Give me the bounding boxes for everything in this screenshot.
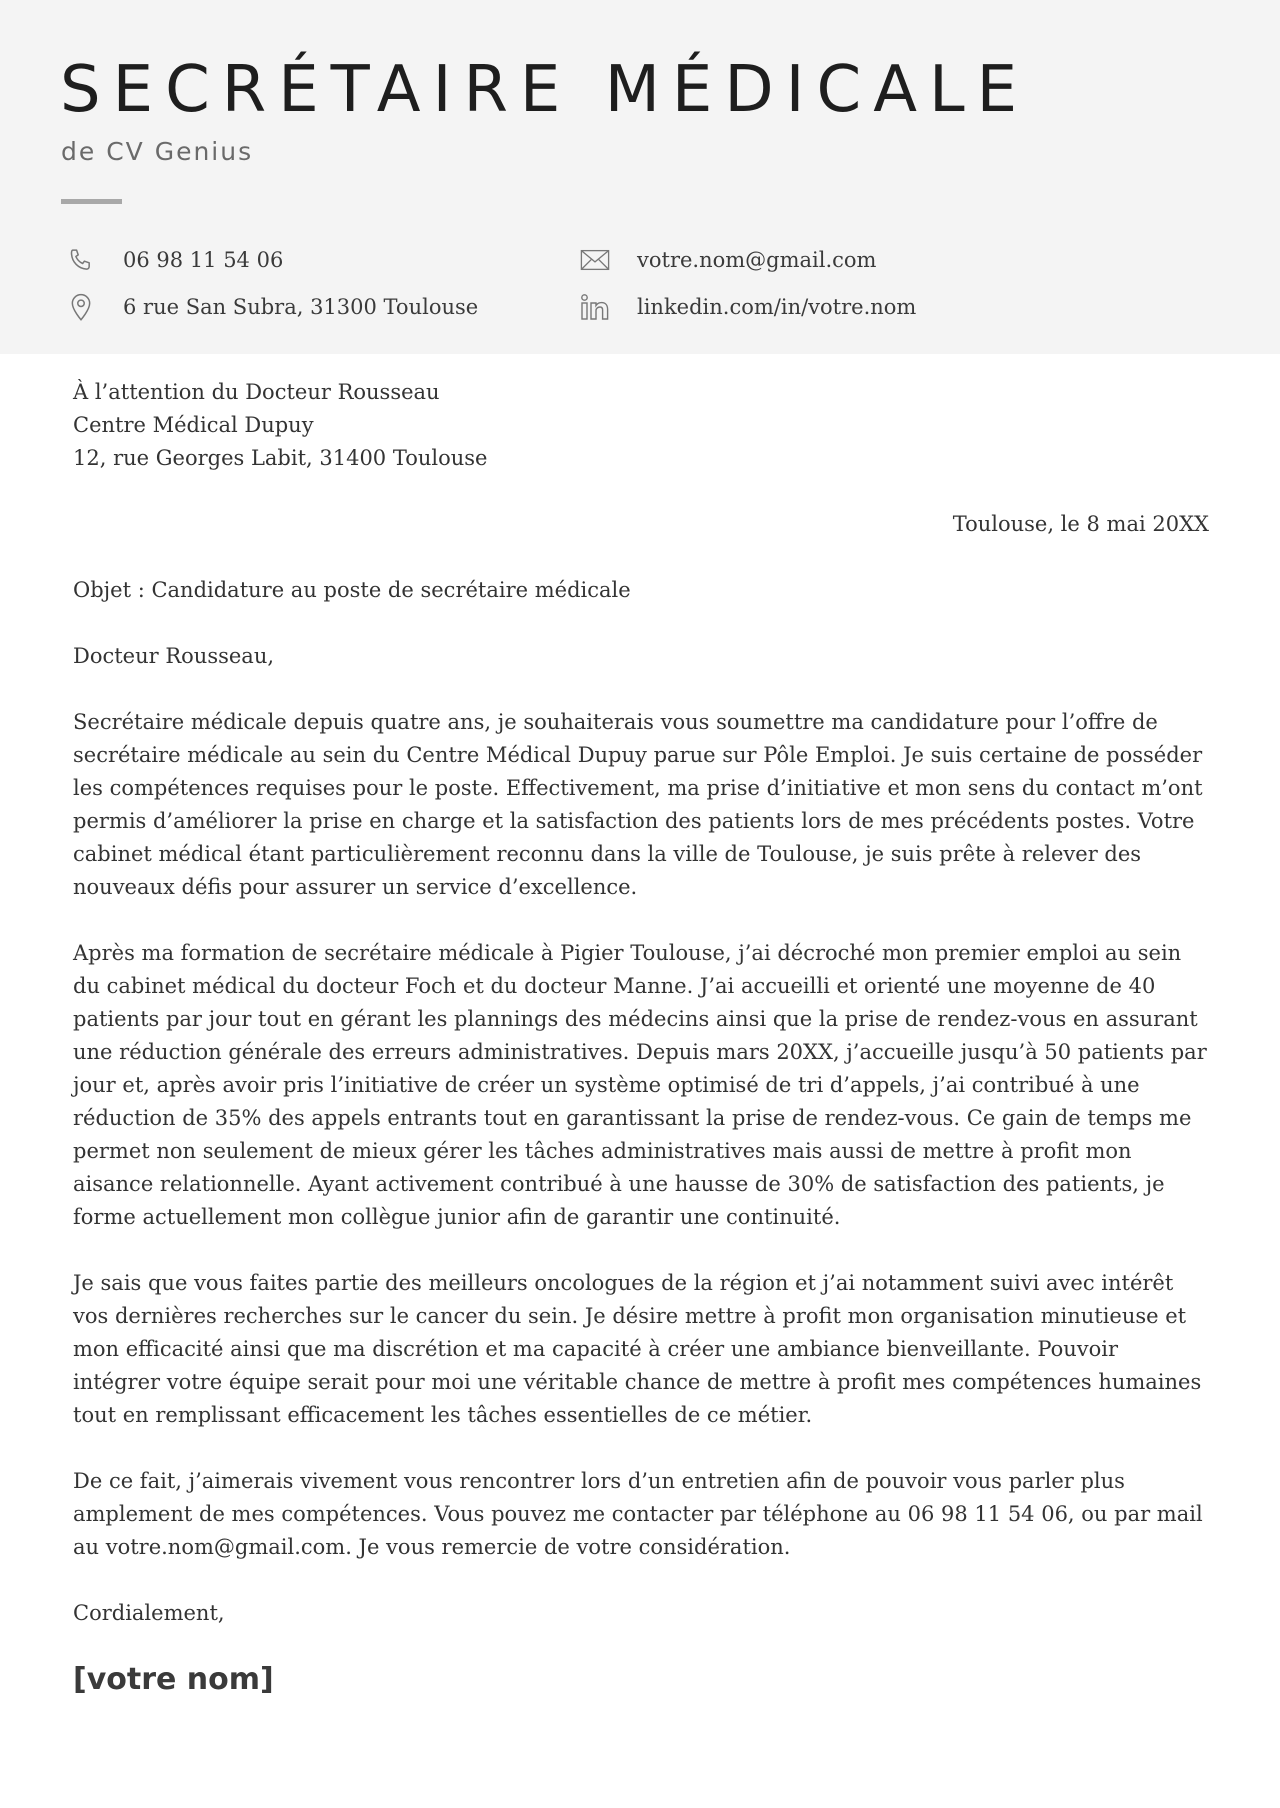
header-banner: [0, 0, 1280, 354]
linkedin-icon: [580, 292, 610, 322]
phone-icon: [66, 245, 96, 275]
contact-email: [580, 245, 876, 275]
envelope-icon: [580, 245, 610, 275]
contact-linkedin: [580, 292, 916, 322]
letter-paragraph: Secrétaire médicale depuis quatre ans, je souhaiterais vous soumettre ma candidature pour l’offre de secrétaire médicale au sein du Centre Médical Dupuy parue sur Pôle Emploi. Je suis certaine de posséder les compétences requises pour le poste. Effectivement, ma prise d’initiative et mon sens du contact m’ont permis d’améliorer la prise en charge et la satisfaction des patients lors de mes précédents postes. Votre cabinet médical étant particulièrement reconnu dans la ville de Toulouse, je suis prête à relever des nouveaux défis pour assurer un service d’excellence.: [73, 710, 1203, 899]
title-divider: [61, 199, 122, 204]
letter-salutation: Docteur Rousseau,: [73, 644, 275, 668]
letter-body: [73, 376, 1209, 1700]
recipient-block: [73, 376, 1209, 475]
letter-paragraph: Après ma formation de secrétaire médicale à Pigier Toulouse, j’ai décroché mon premier emploi au sein du cabinet médical du docteur Foch et du docteur Manne. J’ai accueilli et orienté une moyenne de 40 patients par jour tout en gérant les plannings des médecins ainsi que la prise de rendez-vous en assurant une réduction générale des erreurs administratives. Depuis mars 20XX, j’accueille jusqu’à 50 patients par jour et, après avoir pris l’initiative de créer un système optimisé de tri d’appels, j’ai contribué à une réduction de 35% des appels entrants tout en garantissant la prise de rendez-vous. Ce gain de temps me permet non seulement de mieux gérer les tâches administratives mais aussi de mettre à profit mon aisance relationnelle. Ayant activement contribué à une hausse de 30% de satisfaction des patients, je forme actuellement mon collègue junior afin de garantir une continuité.: [73, 941, 1207, 1229]
recipient-line: 12, rue Georges Labit, 31400 Toulouse: [73, 446, 488, 470]
letter-date: Toulouse, le 8 mai 20XX: [952, 512, 1209, 536]
page-subtitle: de CV Genius: [61, 137, 254, 166]
page-title: SECRÉTAIRE MÉDICALE: [60, 53, 1030, 127]
letter-closing: Cordialement,: [73, 1601, 225, 1625]
location-pin-icon: [66, 292, 96, 322]
linkedin-text: linkedin.com/in/votre.nom: [637, 295, 917, 319]
contact-phone: [66, 245, 283, 275]
signature-name: [votre nom]: [73, 1662, 274, 1697]
letter-paragraph: Je sais que vous faites partie des meilleurs oncologues de la région et j’ai notamment suivi avec intérêt vos dernières recherches sur le cancer du sein. Je désire mettre à profit mon organisation minutieuse et mon efficacité ainsi que ma discrétion et ma capacité à créer une ambiance bienveillante. Pouvoir intégrer votre équipe serait pour moi une véritable chance de mettre à profit mes compétences humaines tout en remplissant efficacement les tâches essentielles de ce métier.: [73, 1271, 1202, 1427]
letter-object: Objet : Candidature au poste de secrétaire médicale: [73, 578, 631, 602]
phone-text: 06 98 11 54 06: [123, 248, 284, 272]
letter-paragraph: De ce fait, j’aimerais vivement vous rencontrer lors d’un entretien afin de pouvoir vous parler plus amplement de mes compétences. Vous pouvez me contacter par téléphone au 06 98 11 54 06, ou par mail au votre.nom@gmail.com. Je vous remercie de votre considération.: [73, 1469, 1203, 1559]
contact-address: [66, 292, 478, 322]
address-text: 6 rue San Subra, 31300 Toulouse: [123, 295, 479, 319]
recipient-line: Centre Médical Dupuy: [73, 413, 314, 437]
email-text: votre.nom@gmail.com: [637, 248, 877, 272]
recipient-line: À l’attention du Docteur Rousseau: [73, 380, 440, 404]
